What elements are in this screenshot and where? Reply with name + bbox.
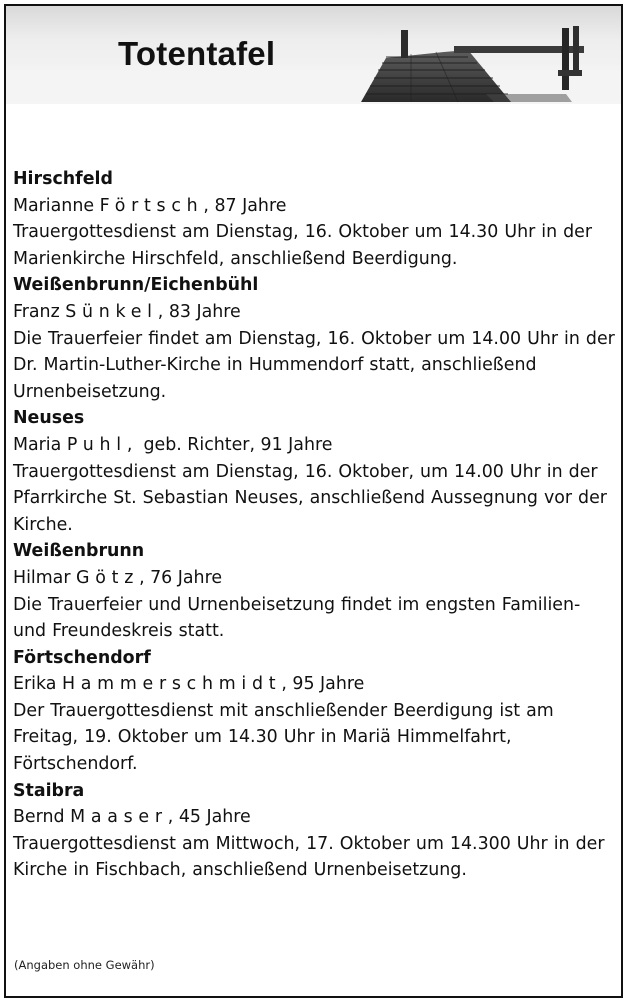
entry-details: Trauergottesdienst am Dienstag, 16. Oktober, um 14.00 Uhr in der Pfarrkirche St. Sebastian Neuses, anschließend Aussegnung vor der Kirche. — [13, 461, 607, 535]
entry-foertschendorf — [13, 645, 619, 778]
page-title: Totentafel — [118, 35, 276, 72]
entries-list — [13, 166, 619, 884]
first-name: Hilmar — [13, 567, 71, 588]
first-name: Franz — [13, 301, 60, 322]
entry-place: Neuses — [13, 408, 85, 429]
entry-details: Der Trauergottesdienst mit anschließender Beerdigung ist am Freitag, 19. Oktober um 14.30 Uhr in Mariä Himmelfahrt, Förtschendorf. — [13, 700, 554, 775]
surname: Sünkel — [65, 301, 158, 322]
entry-person — [13, 671, 619, 698]
first-name: Erika — [13, 674, 57, 695]
entry-place: Weißenbrunn — [13, 541, 145, 562]
age-text: , 76 Jahre — [139, 567, 223, 588]
entry-person — [13, 565, 619, 592]
first-name: Bernd — [13, 807, 65, 828]
header-banner — [6, 6, 621, 104]
entry-place: Förtschendorf — [13, 647, 151, 668]
entry-place: Weißenbrunn/Eichenbühl — [13, 275, 259, 296]
age-text: , geb. Richter, 91 Jahre — [126, 434, 333, 455]
entry-details: Die Trauerfeier und Urnenbeisetzung findet im engsten Familien- und Freundeskreis statt. — [13, 594, 581, 642]
entry-weissenbrunn-eichenbuehl — [13, 272, 619, 405]
age-text: , 95 Jahre — [281, 674, 365, 695]
entry-details: Trauergottesdienst am Mittwoch, 17. Oktober um 14.300 Uhr in der Kirche in Fischbach, anschließend Urnenbeisetzung. — [13, 833, 605, 881]
entry-place: Hirschfeld — [13, 169, 113, 189]
entry-staibra — [13, 778, 619, 884]
entry-person — [13, 193, 619, 220]
entry-details: Trauergottesdienst am Dienstag, 16. Oktober um 14.30 Uhr in der Marienkirche Hirschfeld, anschließend Beerdigung. — [13, 222, 593, 269]
age-text: , 45 Jahre — [167, 807, 251, 828]
first-name: Marianne — [13, 195, 95, 216]
jetty-photo — [6, 6, 621, 104]
age-text: , 87 Jahre — [203, 195, 287, 216]
entry-person — [13, 804, 619, 831]
first-name: Maria — [13, 434, 62, 455]
surname: Götz — [76, 567, 140, 588]
obituary-notice — [4, 4, 623, 998]
entry-person — [13, 299, 619, 326]
surname: Puhl — [66, 434, 127, 455]
surname: Maaser — [70, 807, 168, 828]
entry-place: Staibra — [13, 780, 85, 801]
entry-weissenbrunn — [13, 538, 619, 644]
surname: Förtsch — [99, 195, 204, 216]
entry-details: Die Trauerfeier findet am Dienstag, 16. Oktober um 14.00 Uhr in der Dr. Martin-Luther-Kirche in Hummendorf statt, anschließend Urnenbeisetzung. — [13, 328, 615, 402]
surname: Hammerschmidt — [61, 674, 282, 695]
age-text: , 83 Jahre — [157, 301, 241, 322]
disclaimer: (Angaben ohne Gewähr) — [14, 958, 155, 972]
entry-hirschfeld — [13, 166, 619, 272]
entry-person — [13, 432, 619, 459]
entry-neuses — [13, 405, 619, 538]
